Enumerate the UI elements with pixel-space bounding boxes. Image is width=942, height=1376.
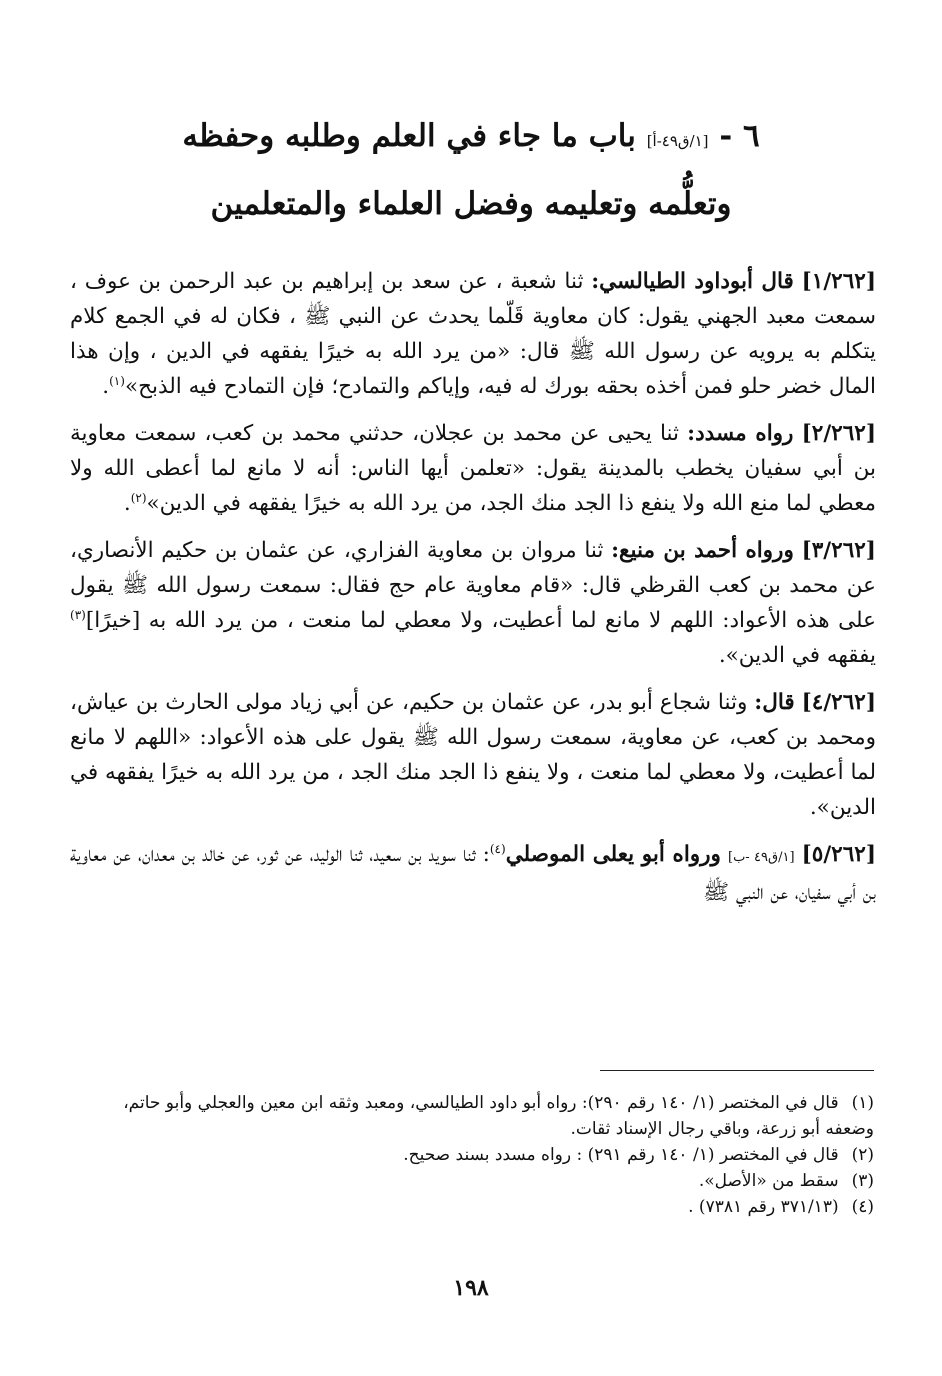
hadith-entry (70, 416, 876, 521)
footnote-text: قال في المختصر (١/ ١٤٠ رقم ٢٩١) : رواه مسدد بسند صحيح. (403, 1145, 839, 1165)
footnote-number: (٢) (851, 1145, 874, 1165)
footnote-marker: (٢) (130, 490, 147, 505)
page-number: ١٩٨ (453, 1275, 489, 1301)
hadith-entries (70, 264, 876, 922)
hadith-entry (70, 685, 876, 825)
footnote-number: (١) (851, 1093, 874, 1113)
manuscript-ref: [١/ق٤٩-أ] (646, 132, 709, 150)
footnote-text: (٣٧١/١٣ رقم ٧٣٨١) . (688, 1197, 839, 1217)
footnote-marker: (٤) (489, 841, 506, 856)
entry-tail: يفقهه في الدين». (718, 643, 876, 668)
footnote-number: (٣) (851, 1171, 874, 1191)
footnote-number: (٤) (851, 1197, 874, 1217)
entry-source: ورواه أحمد بن منيع: (611, 538, 794, 563)
footnote (70, 1194, 874, 1220)
entry-source: ورواه أبو يعلى الموصلي (505, 842, 721, 867)
footnote (70, 1090, 874, 1142)
entry-tail: . (123, 491, 131, 516)
chapter-heading (60, 118, 882, 155)
entry-text: ثنا مروان بن معاوية الفزاري، عن عثمان بن حكيم الأنصاري، عن محمد بن كعب القرظي قال: «قام معاوية عام حج فقال: سمعت رسول الله ﷺ يقول على هذه الأعواد: اللهم لا مانع لما أعطيت، ولا معطي لما منعت ، من يرد الله به [خيرًا] (70, 538, 876, 633)
hadith-entry (70, 264, 876, 404)
entry-text: ثنا شعبة ، عن سعد بن إبراهيم بن عبد الرحمن بن عوف ، سمعت معبد الجهني يقول: كان معاوية قَلّما يحدث عن النبي ﷺ ، فكان له في الجمع كلام يتكلم به يرويه عن رسول الله ﷺ قال: «من يرد الله به خيرًا يفقهه في الدين ، وإن هذا المال خضر حلو فمن أخذه بحقه بورك له فيه، وإياكم والتمادح؛ فإن التمادح فيه الذبح» (70, 269, 876, 399)
entry-text: وثنا شجاع أبو بدر، عن عثمان بن حكيم، عن أبي زياد مولى الحارث بن عياش، ومحمد بن كعب، عن معاوية، سمعت رسول الله ﷺ يقول على هذه الأعواد: «اللهم لا مانع لما أعطيت، ولا معطي لما منعت ، ولا ينفع ذا الجد منك الجد ، من يرد الله به خيرًا يفقهه في الدين». (70, 690, 876, 820)
entry-ref: [٢/٢٦٢] (801, 421, 876, 446)
footnotes (70, 1090, 874, 1220)
entry-ref: [٥/٢٦٢] (801, 842, 877, 867)
footnote (70, 1142, 874, 1168)
hadith-entry (70, 837, 876, 910)
entry-tail: . (102, 374, 110, 399)
entry-ref: [١/٢٦٢] (801, 269, 876, 294)
footnote-divider (600, 1070, 874, 1071)
entry-ref: [٣/٢٦٢] (801, 538, 876, 563)
manuscript-ref: [١/ق٤٩ -ب] (728, 850, 795, 865)
chapter-number: ٦ - (719, 118, 760, 154)
entry-source: قال: (754, 690, 795, 715)
chapter-title-line2: وتعلُّمه وتعليمه وفضل العلماء والمتعلمين (210, 186, 732, 222)
footnote-text: قال في المختصر (١/ ١٤٠ رقم ٢٩٠): رواه أبو داود الطيالسي، ومعبد وثقه ابن معين والعجلي وأبو حاتم، وضعفه أبو زرعة، وباقي رجال الإسناد ثقات. (123, 1093, 874, 1139)
entry-source: قال أبوداود الطيالسي: (591, 269, 794, 294)
entry-text: ثنا يحيى عن محمد بن عجلان، حدثني محمد بن كعب، سمعت معاوية بن أبي سفيان يخطب بالمدينة يقول: «تعلمن أيها الناس: أنه لا مانع لما أعطى الله ولا معطي لما منع الله ولا ينفع ذا الجد منك الجد، من يرد الله به خيرًا يفقهه في الدين» (70, 421, 876, 516)
entry-text: : ثنا سويد بن سعيد، ثنا الوليد، عن ثور، عن خالد بن معدان، عن معاوية بن أبي سفيان، عن النبي ﷺ (70, 842, 876, 905)
entry-source: رواه مسدد: (687, 421, 794, 446)
footnote (70, 1168, 874, 1194)
chapter-title-line1: باب ما جاء في العلم وطلبه وحفظه (182, 118, 636, 154)
footnote-marker: (٣) (70, 607, 86, 622)
footnote-marker: (١) (109, 373, 125, 388)
entry-ref: [٤/٢٦٢] (801, 690, 876, 715)
hadith-entry (70, 533, 876, 673)
footnote-text: سقط من «الأصل». (698, 1171, 839, 1191)
